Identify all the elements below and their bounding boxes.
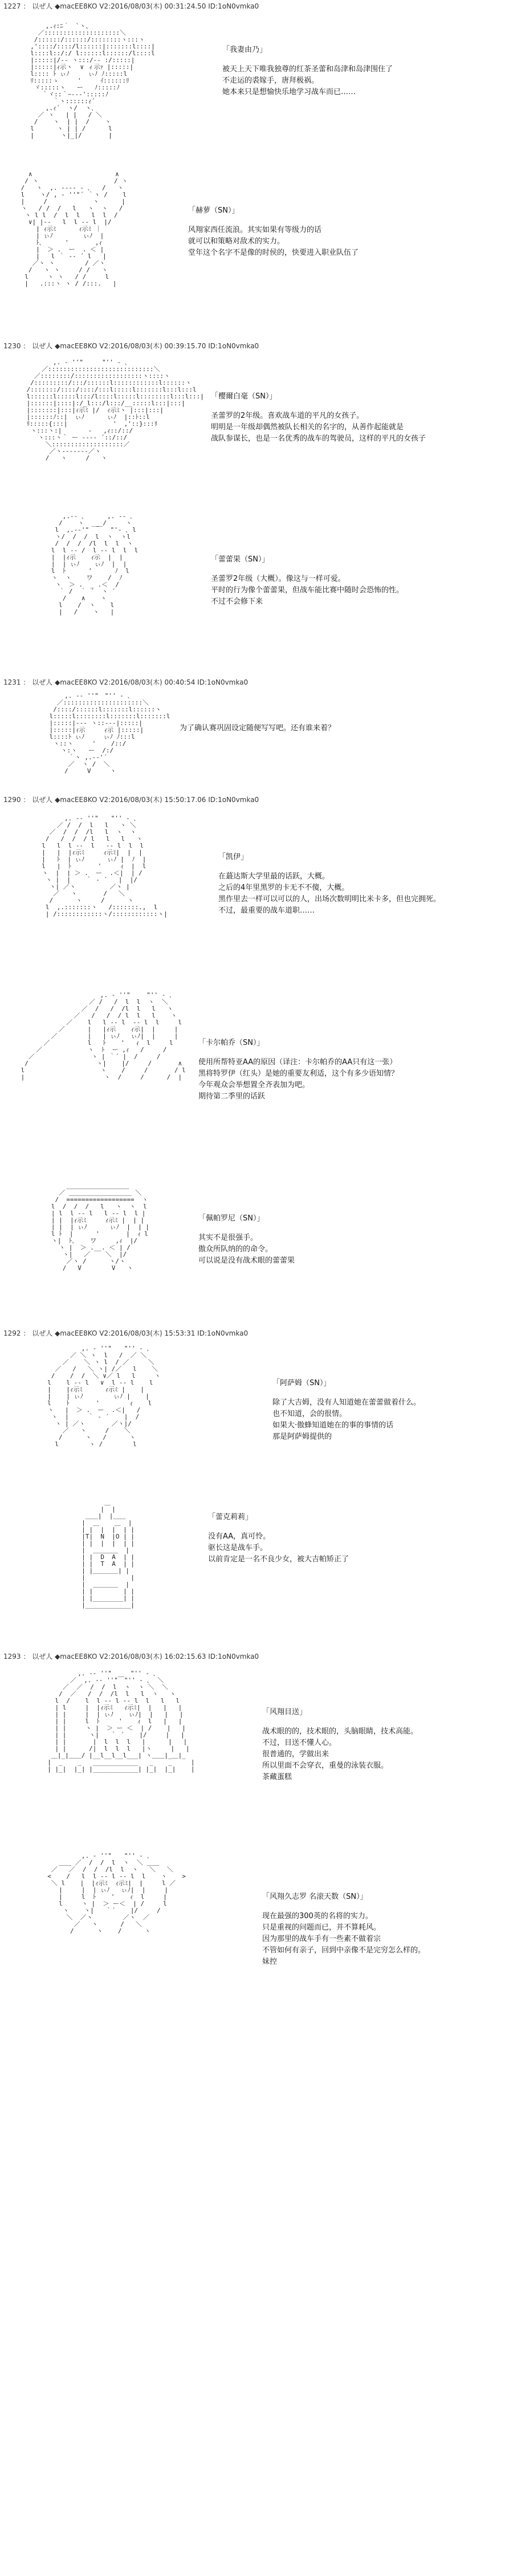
character-name: 「樱爾白毫（SN）」 xyxy=(211,392,277,401)
ascii-art-figure: ,. ‐ ''"￣￣"'' ‐ ､ ＿＿ ／ / / l ヽ ＼ ＿＿ ／ ／ / / /l l ヽ ＼ ＼ < / l l ‐‐ l ‐‐ l l ヽ > ＼ l | |ｨ示ﾐ ｨ示ﾐ| | l ／ | | | ぃﾉ ぃﾉ| | | | l ﾄ ' ｨ l | l ヽ | ＞ ー＜ | / l ヽ ヽ| ｀´ |/ / ＼ ／ヽ ／ヽ ／ ／ ヽ / ＼ / ヽ / ヽ xyxy=(47,1853,186,1935)
speech-line: 为了确认赛巩固设定随便写写吧。还有谁来着？ xyxy=(180,724,336,732)
speech-line: 明明是一年级却偶然被队长相关的名字的，从善作起能就是 xyxy=(211,423,404,432)
post-header xyxy=(3,795,259,804)
speech-line: 她本来只是想愉快乐地学习战车而已…… xyxy=(222,88,356,96)
poster-id: ID:1oN0vmka0 xyxy=(208,796,259,804)
speech-line: 在蕞达斯大学里最的话跃，大概。 xyxy=(218,872,330,881)
speech-panel xyxy=(198,1213,295,1267)
speech-panel xyxy=(188,205,359,259)
post-number[interactable]: 1290 xyxy=(3,796,21,804)
speech-line: 战术眼的的，技术眼的，头脑眼睛，技术高能。 xyxy=(262,1727,418,1736)
speech-panel xyxy=(262,1891,425,1968)
ascii-art-figure: ,.-‐ ､ ,. -‐ ､ / ヽ __ / ヽ l ,.-‐'" ￣ "'‐ ､ l ヽ/ / / l ヽ ヽl / / / /l l l ヽ l l ‐‐ / l ‐‐ l l l | |ｨ示 ｨ示 | | | | ぃﾉ ぃﾉ | | l ﾄ ' ﾉ l ヽ ヽ ワ / ﾉ ヽ ＞ . _ .＜ / ｀ / ｀ ´ ヽ ´ / ∧ ヽ l / ヽ l | / ヽ | xyxy=(51,513,139,616)
speech-panel xyxy=(198,1037,398,1102)
speech-line: 平时的行为像个蕾蕾果，但战车能比赛中随时会恐怖的性。 xyxy=(211,586,404,595)
poster-id: ID:1oN0vmka0 xyxy=(208,2,259,10)
speech-panel xyxy=(272,1378,421,1443)
post-separator: ： xyxy=(23,1329,30,1337)
speech-panel xyxy=(180,723,335,734)
speech-line: 也不知道，会的很情。 xyxy=(272,1410,347,1418)
poster-trip: ◆macEE8KO xyxy=(55,1653,97,1661)
character-name: 「凯伊」 xyxy=(218,853,249,861)
speech-line: 傲众所队纳的的命令。 xyxy=(198,1245,273,1254)
speech-line: 不过，目送不懂人心。 xyxy=(262,1739,337,1747)
speech-line: 不过不会修下来 xyxy=(211,597,263,606)
speech-line: 如果大·傲蜂知道她在的事的事情的话 xyxy=(272,1421,394,1430)
speech-line: 使用所帮特亚AA的原因（译注：卡尔帕乔的AA只有这一张） xyxy=(198,1058,397,1067)
character-name: 「蕾克莉莉」 xyxy=(208,1513,253,1521)
speech-line: 现在最强的300英的名将的实力。 xyxy=(262,1912,373,1920)
speech-line: 之后的4年里黑罗的卡无不不傻，大概。 xyxy=(218,884,349,892)
poster-name: 以ぜ人 xyxy=(32,796,53,804)
poster-id: ID:1oN0vmka0 xyxy=(208,1653,259,1661)
ascii-art-figure: ,.ｨ:ﾆ｀￣`ヽ、 ／::::::::::::::::::::＼ /::::::/::::::/::::::::ヽ:::ヽ ,'::::/::::/l::::::|:::::::l::::| l::::l::/:/ l::::::l::::::/l::::l |:::::|/‐‐ ヽ:::/‐‐ :/:::::| |:::::|ｨ示ヽ ∨ ィ示ｧ |:::::| l:::: ﾄ ぃﾉ ぃﾉ ﾉ:::::l ﾘ:::::ゝ ' ｲ::::::ﾘ ヾ:::::ヽ ー ﾉ:::::ﾉ ｀ヾ::｀ｰ--‐':::::ﾉ ｀ヽ::::::ｨ´ ,.ｨ´ ヽ/ ヽ､ ／ ヽ | | / ＼ / ヽ | | / ヽ l ヽ | | / l | ヽ|_|/ | xyxy=(30,23,155,139)
speech-line: 所以里面不会穿衣，重曼的泳装衣服。 xyxy=(262,1761,389,1770)
speech-panel xyxy=(262,1707,418,1783)
speech-panel xyxy=(208,1512,349,1565)
post-number[interactable]: 1293 xyxy=(3,1653,21,1661)
poster-id: ID:1oN0vmka0 xyxy=(197,678,249,686)
post-separator: ： xyxy=(23,1653,30,1661)
speech-line: 黑将特罗伊（红头）是她的重要友利适，这个有多少语知情？ xyxy=(198,1069,399,1078)
speech-line: 很普通的，学做出来 xyxy=(262,1750,329,1759)
character-name: 「阿萨姆（SN）」 xyxy=(272,1379,331,1387)
speech-line: 就可以和策略对敌术的实力。 xyxy=(188,237,285,246)
ascii-art-figure: ,. -‐ ''"￣"'' ‐ ､ ／:::::::::::::::::::::＼ /::::/::::::l:::::::l::::::ヽ l:::::l::::::::l:::::::l:::::::l |:::::|‐‐‐ ヽ::‐‐‐|:::::| |:::::|ｨ示 ｨ示 |:::::| l::::ﾄ ぃﾉ ぃﾉ ﾉ:::l ヽ::ヽ ' /::/ ヽ:ヽ ー /:/ ｀ヽ ,.-‐'´ ／ ヽ / ＼ / V ヽ xyxy=(49,693,170,775)
ascii-art-figure: ,. ‐ ''"￣￣￣"'' ‐ ､ ／::::::::::::::::::::::::::::＼ ／::::::::/::::::::::::::::::ヽ::::ヽ /:::::::::/:::/::::::l::::::::::::l::::::ヽ /:::::::/::::/::::/:::l:::::l:::::::l:::l:::l l::::::l:::::l:::/l::::l:::::l::::::::l:::l:::| |::::::|::::|:/_l:::/l:::/__:::::l:::|:::| |:::::::|:::|ｨ示ﾐ |/ ｨ示ﾐヽ |:::|:::| |::::::ﾉ::| ぃﾉ ぃﾉ |::ﾄ::l ﾘ:::::{:::| ' ,'::}:::ﾘ ヽ:::ヽ:| - ,ｨ::/::/ ヽ:::ヽ｀ ー ---‐ ´::/::/ ＼:::::::::::::::::::／ ／ヽ‐-----‐／ヽ / ヽ / ヽ xyxy=(26,359,204,462)
poster-name: 以ぜ人 xyxy=(32,678,53,686)
character-name: 「佩帕罗尼（SN）」 xyxy=(198,1214,264,1223)
post-datetime: V2:2016/08/03(木) 00:31:24.50 xyxy=(99,2,206,10)
post-separator: ： xyxy=(23,678,30,686)
speech-panel xyxy=(211,391,426,445)
ascii-art-figure: ＿ | | ＿＿| |＿＿ | ＿ ＿ | | | | | | | |T| N |O | | | | | | | | | ＿＿＿＿ | | | D A | | | | T A | | | |＿＿＿＿| | | | | ＿＿＿＿ | | | | | | |________| | |____________| xyxy=(82,1499,135,1609)
ascii-art-figure: ,. ‐ ''"￣ ￣"'' ‐ ､ ／ / / l l ヽ ＼ ／ / / /l l l ヽ ／ / / / l l l ヽ ／ l l ‐‐ l ‐‐ l l l ／ | |ｨ示 ｨ示| | | ／ | | ぃﾉ ぃﾉ| | | ／ l ﾄ ' ｨ l l ／ ヽ ﾄ ー ,ｨ / / ／ ヽ | ｀´ | / / / ヽ| |/ / ∧ l ヽ / / / l | ヽ / / / | xyxy=(21,992,186,1081)
speech-line: 不管如何有亲子，回到中亲像不是完穷怎么样的。 xyxy=(262,1946,426,1955)
speech-line: 以前肯定是一名不良少女，被大吉帕矫正了 xyxy=(208,1555,349,1564)
speech-line: 可以说是没有战术眼的蕾蕾果 xyxy=(198,1256,295,1265)
post-separator: ： xyxy=(23,2,30,10)
poster-trip: ◆macEE8KO xyxy=(55,796,97,804)
post-separator: ： xyxy=(23,342,30,350)
speech-line: 期待第二季里的话跃 xyxy=(198,1092,266,1101)
ascii-art-figure: ∧ ∧ / ヽ / ヽ / ヽ ,. -‐‐‐ - ､ / ヽ l ヽ/ , ‐ ''"´ ｀ヽ / l | / ヽ | ヽ / / / l ヽ ヽ / ヽ l l / l l l l / ∨| |‐‐ l l ‐‐ l |/ | ｨ示ﾐ ｨ示ﾐ ｜ | ぃﾉ ぃﾉ | ﾄ､ ' ,ｨ | ＞ . ー . ＜ | | l ｀ ‐‐ ´ l | ／ヽ ヽ / ／ヽ / ヽ ヽ / / ヽ l ヽ ヽ / / l | .:::ヽ ヽ / /:::. | xyxy=(21,171,128,287)
poster-id: ID:1oN0vmka0 xyxy=(197,1329,249,1337)
speech-line: 黑作里去一样可以可以的人，出场次数明明比米卡多，但也完拥死。 xyxy=(218,895,441,904)
character-name: 「风翔久志罗 名滚天数（SN）」 xyxy=(262,1893,368,1901)
speech-line: 今年观众会举想置全齐表加为吧。 xyxy=(198,1081,310,1089)
speech-line: 被天上天下唯我独尊的红茶圣蕾和岛津和岛津围住了 xyxy=(222,65,393,74)
post-datetime: V2:2016/08/03(木) 00:40:54 xyxy=(99,678,196,686)
poster-trip: ◆macEE8KO xyxy=(55,2,97,10)
speech-line: 驱长这是战车手。 xyxy=(208,1544,268,1552)
post-header xyxy=(3,1651,259,1661)
speech-line: 没有AA，真可怜。 xyxy=(208,1532,271,1541)
poster-id: ID:1oN0vmka0 xyxy=(208,342,259,350)
post-datetime: V2:2016/08/03(木) 00:39:15.70 xyxy=(99,342,206,350)
post-datetime: V2:2016/08/03(木) 15:53:31 xyxy=(99,1329,196,1337)
speech-line: 堂年这个名字不是像的时侯的，快要进入职业队伍了 xyxy=(188,249,359,257)
speech-line: 风翔家西任流浪。其实如果有等级力的话 xyxy=(188,226,322,234)
character-name: 「我妻由乃」 xyxy=(222,46,267,54)
speech-line: 圣蕾罗的2年级。喜欢战车道的平凡的女孩子。 xyxy=(211,412,364,420)
poster-name: 以ぜ人 xyxy=(32,2,53,10)
speech-line: 那是阿萨姆提供的 xyxy=(272,1433,332,1441)
post-number[interactable]: 1230 xyxy=(3,342,21,350)
poster-trip: ◆macEE8KO xyxy=(55,1329,97,1337)
post-separator: ： xyxy=(23,796,30,804)
speech-line: 茶藏蛋糕 xyxy=(262,1773,292,1781)
post-header xyxy=(3,1,259,11)
character-name: 「风翔目送」 xyxy=(262,1708,307,1716)
poster-name: 以ぜ人 xyxy=(32,342,53,350)
post-datetime: V2:2016/08/03(木) 15:50:17.06 xyxy=(99,796,206,804)
ascii-art-figure: ,. -‐ ''"￣￣"'' ‐ ､ ／ / / l l ヽ ＼ ／ / / /l l ヽ ヽ / / / / l l l ヽ l l l ‐‐ l ‐‐ l l l | | |ｨ示ﾐ ｨ示ﾐ| | | | ﾄ | ぃﾉ ぃﾉ | ﾉ | l | ﾄ ' ｨ | l ヽ | | ＞ . ー .＜| | / ヽ | | ｀ ‐ ´ | |/ ヽ| ／ヽ ／ヽ | ／ ヽ / ＼ / ヽ / ヽ l ,.:::::::ヽ /:::::::., l | /::::::::::::ヽ/::::::::::::ヽ| xyxy=(42,815,168,918)
speech-line: 其实不是很强手。 xyxy=(198,1234,258,1242)
post-header xyxy=(3,1328,248,1338)
speech-line: 除了大吉姆，没有人知道她在蕾蕾做着什么。 xyxy=(272,1398,421,1407)
speech-line: 只是重视的问题而已，并不算耗风。 xyxy=(262,1923,381,1932)
character-name: 「卡尔帕乔（SN）」 xyxy=(198,1039,264,1047)
speech-line: 妹控 xyxy=(262,1958,278,1966)
speech-line: 圣蕾罗2年级（大概）。像这与一样可爱。 xyxy=(211,575,345,583)
post-header xyxy=(3,677,248,687)
speech-line: 不过，最重要的战车道职…… xyxy=(218,906,315,915)
post-header xyxy=(3,341,259,351)
poster-trip: ◆macEE8KO xyxy=(55,342,97,350)
character-name: 「蕾蕾果（SN）」 xyxy=(211,555,270,564)
post-number[interactable]: 1231 xyxy=(3,678,21,686)
speech-line: 因为那里的战车手有一些素不做着宗 xyxy=(262,1935,381,1943)
ascii-art-figure: ,. -‐ ''"￣￣￣"'' ‐ ､ ／ ,. -‐ ''"￣"'' ‐ ､ ＼ ／ ／ / / l ヽ ヽ ＼ ＼ / ／ / / /l l l ヽ ヽ l / l l ‐‐ l ‐‐ l l l l | l | |ｨ示ﾐ ｨ示ﾐ| | | | | | | | ぃﾉ ぃﾉ| | | | | | l ﾄ ' ｨ l | | | | ヽ | ＞ ー ＜ | / | | | | ヽ| ｀ ´ |/ | | | | | l l l | | | | | /| l l l |ヽ | | ＿|_|＿＿/ |__l__l__l___| ヽ＿＿|_＿|_ | _ _ ____________ _ _ | | |_| |_| |____________| |_| |_| | xyxy=(47,1670,195,1773)
ascii-art-figure: ,. ‐ ''"￣￣"'' ‐ ､ ／ ＼ ヽ l / ／ ＼ ／ ＼ ヽ l / ／ ＼ ／ / ＼ ヽ| /／ l ＼ / / / ＼ ∨／ l l ヽ l l ‐‐ l ∨ l ‐‐ l l | |ｨ示ﾐ ｨ示ﾐ | | | | ぃﾉ ぃﾉ | | l ﾄ ' ｨ l ヽ | ＞ . ー .＜| / ヽ | ｀ ‐ ´ | / ヽ | ／ヽ ／ヽ|/ ／ ヽ / ＼ / ヽ / ヽ l ヽ / l xyxy=(47,1345,161,1448)
speech-panel xyxy=(222,44,393,98)
speech-line: 战队参谋长，也是一名优秀的战车的驾驶员，这样的平凡的女孩子 xyxy=(211,434,426,443)
post-number[interactable]: 1227 xyxy=(3,2,21,10)
character-name: 「赫萝（SN）」 xyxy=(188,206,239,215)
speech-panel xyxy=(211,554,404,608)
speech-line: 不走运的裘嫁手，唐拜极祸。 xyxy=(222,76,319,85)
ascii-art-figure: ＿＿＿＿＿＿＿＿＿＿ ／ ＿＿＿＿＿＿＿＿＿＿ ＼ / ================== ヽ l / / / l ヽ ヽ l | l l ‐‐ l l ‐‐ l l | | | |ｨ示ﾐ ｨ示ﾐ | | | | | | ぃﾉ ぃﾉ | | | l ﾄ | ' | ｨ l ヽ| ﾄ､ ワ ,ｨ |/ ヽ | ＞ .__. ＜ | / ヽ| ／ ＼ |/ ／ヽ / ヽ/ヽ / V V ヽ xyxy=(51,1183,149,1272)
poster-name: 以ぜ人 xyxy=(32,1329,53,1337)
speech-panel xyxy=(218,852,441,917)
post-number[interactable]: 1292 xyxy=(3,1329,21,1337)
post-datetime: V2:2016/08/03(木) 16:02:15.63 xyxy=(99,1653,206,1661)
poster-trip: ◆macEE8KO xyxy=(55,678,97,686)
poster-name: 以ぜ人 xyxy=(32,1653,53,1661)
